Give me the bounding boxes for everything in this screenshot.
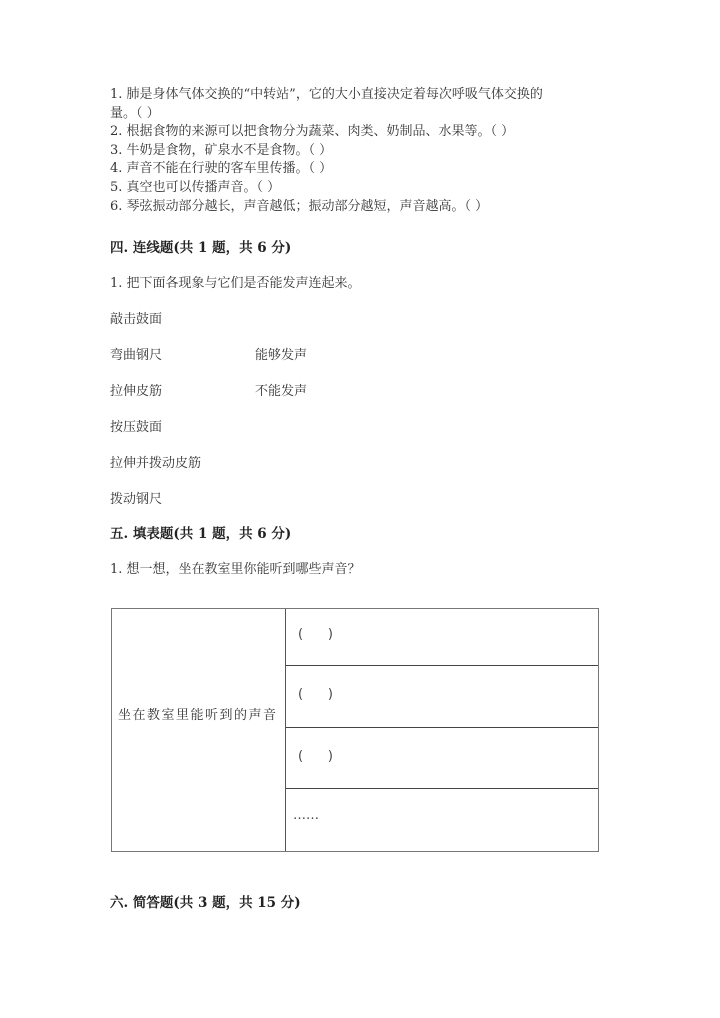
table-row-1[interactable] — [286, 609, 598, 666]
tf-question-1-line-2: 量。（ ） — [110, 105, 160, 121]
tf-question-6: 6. 琴弦振动部分越长，声音越低；振动部分越短，声音越高。（ ） — [110, 198, 489, 214]
match-left-item-4[interactable]: 按压鼓面 — [110, 420, 163, 435]
true-false-questions — [110, 86, 620, 216]
match-left-item-3[interactable]: 拉伸皮筋 — [110, 384, 163, 399]
tf-question-2: 2. 根据食物的来源可以把食物分为蔬菜、肉类、奶制品、水果等。（ ） — [110, 124, 515, 140]
table-row-4[interactable] — [286, 789, 598, 851]
answer-blank-2[interactable]: ( ) — [298, 687, 333, 702]
match-left-item-1[interactable]: 敲击鼓面 — [110, 312, 163, 327]
match-right-item-1[interactable]: 能够发声 — [255, 348, 308, 363]
section-6-title: 六. 简答题(共 3 题，共 15 分) — [110, 895, 301, 911]
table-row-3[interactable] — [286, 728, 598, 789]
table-label-text: 坐在教室里能听到的声音 — [118, 708, 278, 723]
ellipsis-text: …… — [293, 808, 319, 823]
tf-question-3: 3. 牛奶是食物，矿泉水不是食物。（ ） — [110, 142, 333, 158]
tf-question-5: 5. 真空也可以传播声音。（ ） — [110, 179, 281, 195]
match-left-item-2[interactable]: 弯曲钢尺 — [110, 348, 163, 363]
section-4-question: 1. 把下面各现象与它们是否能发声连起来。 — [110, 276, 361, 291]
tf-question-1-line-1: 1. 肺是身体气体交换的“中转站”，它的大小直接决定着每次呼吸气体交换的 — [110, 87, 543, 102]
table-row-2[interactable] — [286, 666, 598, 728]
sounds-table — [111, 608, 599, 852]
section-5-question: 1. 想一想，坐在教室里你能听到哪些声音？ — [110, 562, 361, 577]
answer-blank-1[interactable]: ( ) — [298, 627, 333, 642]
match-left-item-5[interactable]: 拉伸并拨动皮筋 — [110, 456, 202, 471]
table-label-cell — [112, 609, 286, 851]
section-4-title: 四. 连线题(共 1 题，共 6 分) — [110, 240, 292, 256]
tf-question-4: 4. 声音不能在行驶的客车里传播。（ ） — [110, 161, 333, 177]
match-right-item-2[interactable]: 不能发声 — [255, 384, 308, 399]
section-5-title: 五. 填表题(共 1 题，共 6 分) — [110, 526, 292, 542]
match-left-item-6[interactable]: 拨动钢尺 — [110, 492, 163, 507]
answer-blank-3[interactable]: ( ) — [298, 749, 333, 764]
